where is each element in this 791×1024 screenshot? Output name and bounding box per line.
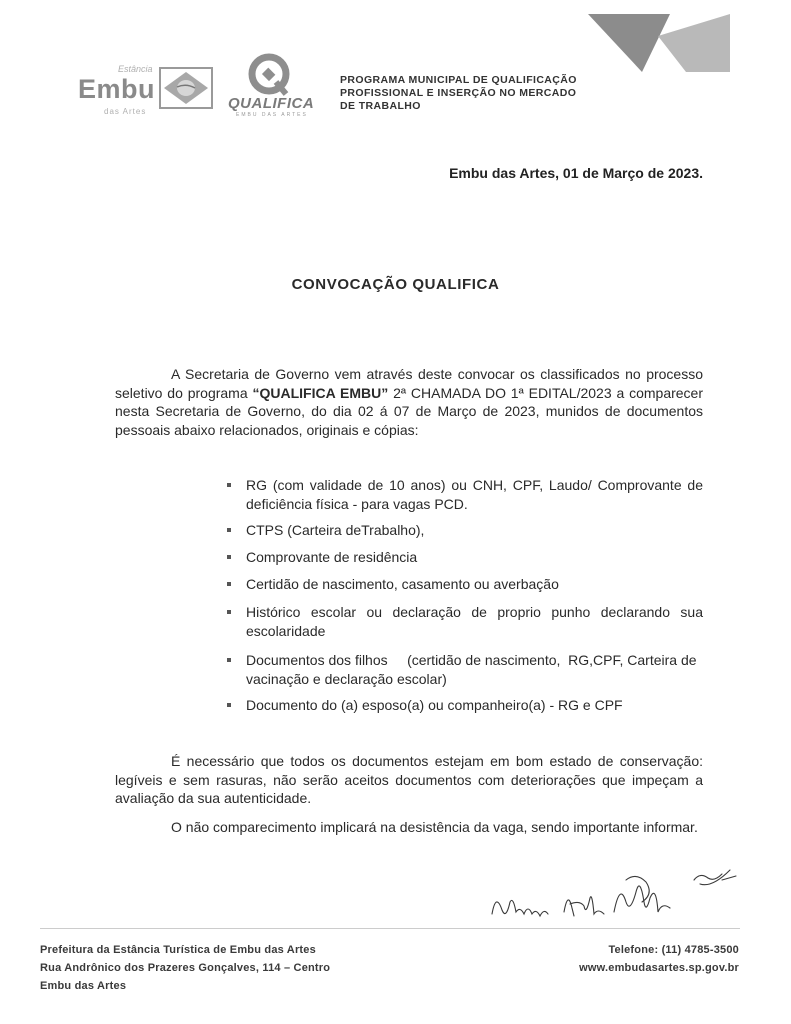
- document-list-item: [227, 548, 703, 567]
- qualifica-logo-word: QUALIFICA: [228, 95, 315, 112]
- qualifica-logo-subtitle: EMBU DAS ARTES: [236, 112, 308, 118]
- embu-logo-word: Embu: [78, 74, 156, 104]
- document-list-item: [227, 575, 703, 594]
- bullet-icon: [227, 703, 231, 707]
- bullet-icon: [227, 582, 231, 586]
- footer-divider: [40, 928, 740, 929]
- program-title-line: PROFISSIONAL E INSERÇÃO NO MERCADO: [340, 87, 577, 99]
- document-list-item: [227, 521, 703, 540]
- document-list-item-text: Certidão de nascimento, casamento ou averbação: [246, 576, 559, 592]
- document-list-item: [227, 696, 703, 715]
- footer-institution-name: Prefeitura da Estância Turística de Embu das Artes: [40, 944, 316, 956]
- program-title-line: PROGRAMA MUNICIPAL DE QUALIFICAÇÃO: [340, 74, 577, 86]
- intro-text-continued: 2ª CHAMADA DO 1ª EDITAL/2023 a comparecer nesta Secretaria de Governo, do dia 02 á 07 de Março de 2023, munidos de documentos pessoais abaixo relacionados, originais e cópias:: [115, 384, 704, 438]
- footer-city: Embu das Artes: [40, 980, 127, 992]
- qualifica-logo-icon: [246, 52, 292, 98]
- handwritten-signature: [486, 862, 746, 932]
- bullet-icon: [227, 483, 231, 487]
- footer-website: www.embudasartes.sp.gov.br: [579, 962, 739, 974]
- corner-emblem-icon: [588, 14, 730, 72]
- program-title-line: DE TRABALHO: [340, 100, 421, 112]
- warning-paragraph: [115, 818, 703, 837]
- document-list-item: [227, 476, 703, 514]
- document-list-item-text: RG (com validade de 10 anos) ou CNH, CPF, Laudo/ Comprovante de deficiência física - para vagas PCD.: [246, 477, 703, 512]
- footer-phone: Telefone: (11) 4785-3500: [608, 944, 739, 956]
- embu-flag-icon: [158, 66, 214, 110]
- notice-text: É necessário que todos os documentos estejam em bom estado de conservação: legíveis e sem rasuras, não serão aceitos documentos com deteriorações que impeçam a avaliação da sua autenticidade.: [115, 753, 703, 806]
- bullet-icon: [227, 555, 231, 559]
- program-title: [340, 74, 600, 113]
- document-title: CONVOCAÇÃO QUALIFICA: [291, 276, 500, 293]
- document-list-item-text: Comprovante de residência: [246, 549, 418, 565]
- document-list-item-text: Histórico escolar ou declaração de proprio punho declarando sua escolaridade: [246, 604, 703, 639]
- intro-text: A Secretaria de Governo vem através deste convocar os classificados no processo seletivo do programa: [115, 366, 703, 401]
- bullet-icon: [227, 610, 231, 614]
- program-name: “QUALIFICA EMBU”: [252, 384, 389, 401]
- footer-address: Rua Andrônico dos Prazeres Gonçalves, 114 – Centro: [40, 962, 331, 974]
- embu-logo-small-bottom: das Artes: [104, 107, 147, 116]
- warning-text: O não comparecimento implicará na desistência da vaga, sendo importante informar.: [171, 819, 698, 835]
- bullet-icon: [227, 658, 231, 662]
- notice-paragraph: [115, 752, 703, 808]
- bullet-icon: [227, 528, 231, 532]
- document-date: Embu das Artes, 01 de Março de 2023.: [449, 165, 703, 181]
- document-list-item: [227, 651, 703, 689]
- document-list-item-text: Documentos dos filhos (certidão de nascimento, RG,CPF, Carteira de vacinação e declaração escolar): [246, 652, 701, 687]
- document-list-item-text: Documento do (a) esposo(a) ou companheiro(a) - RG e CPF: [246, 697, 623, 713]
- embu-logo-small-top: Estância: [118, 64, 153, 74]
- intro-paragraph: [115, 365, 703, 439]
- document-list-item-text: CTPS (Carteira deTrabalho),: [246, 522, 425, 538]
- document-list-item: [227, 603, 703, 641]
